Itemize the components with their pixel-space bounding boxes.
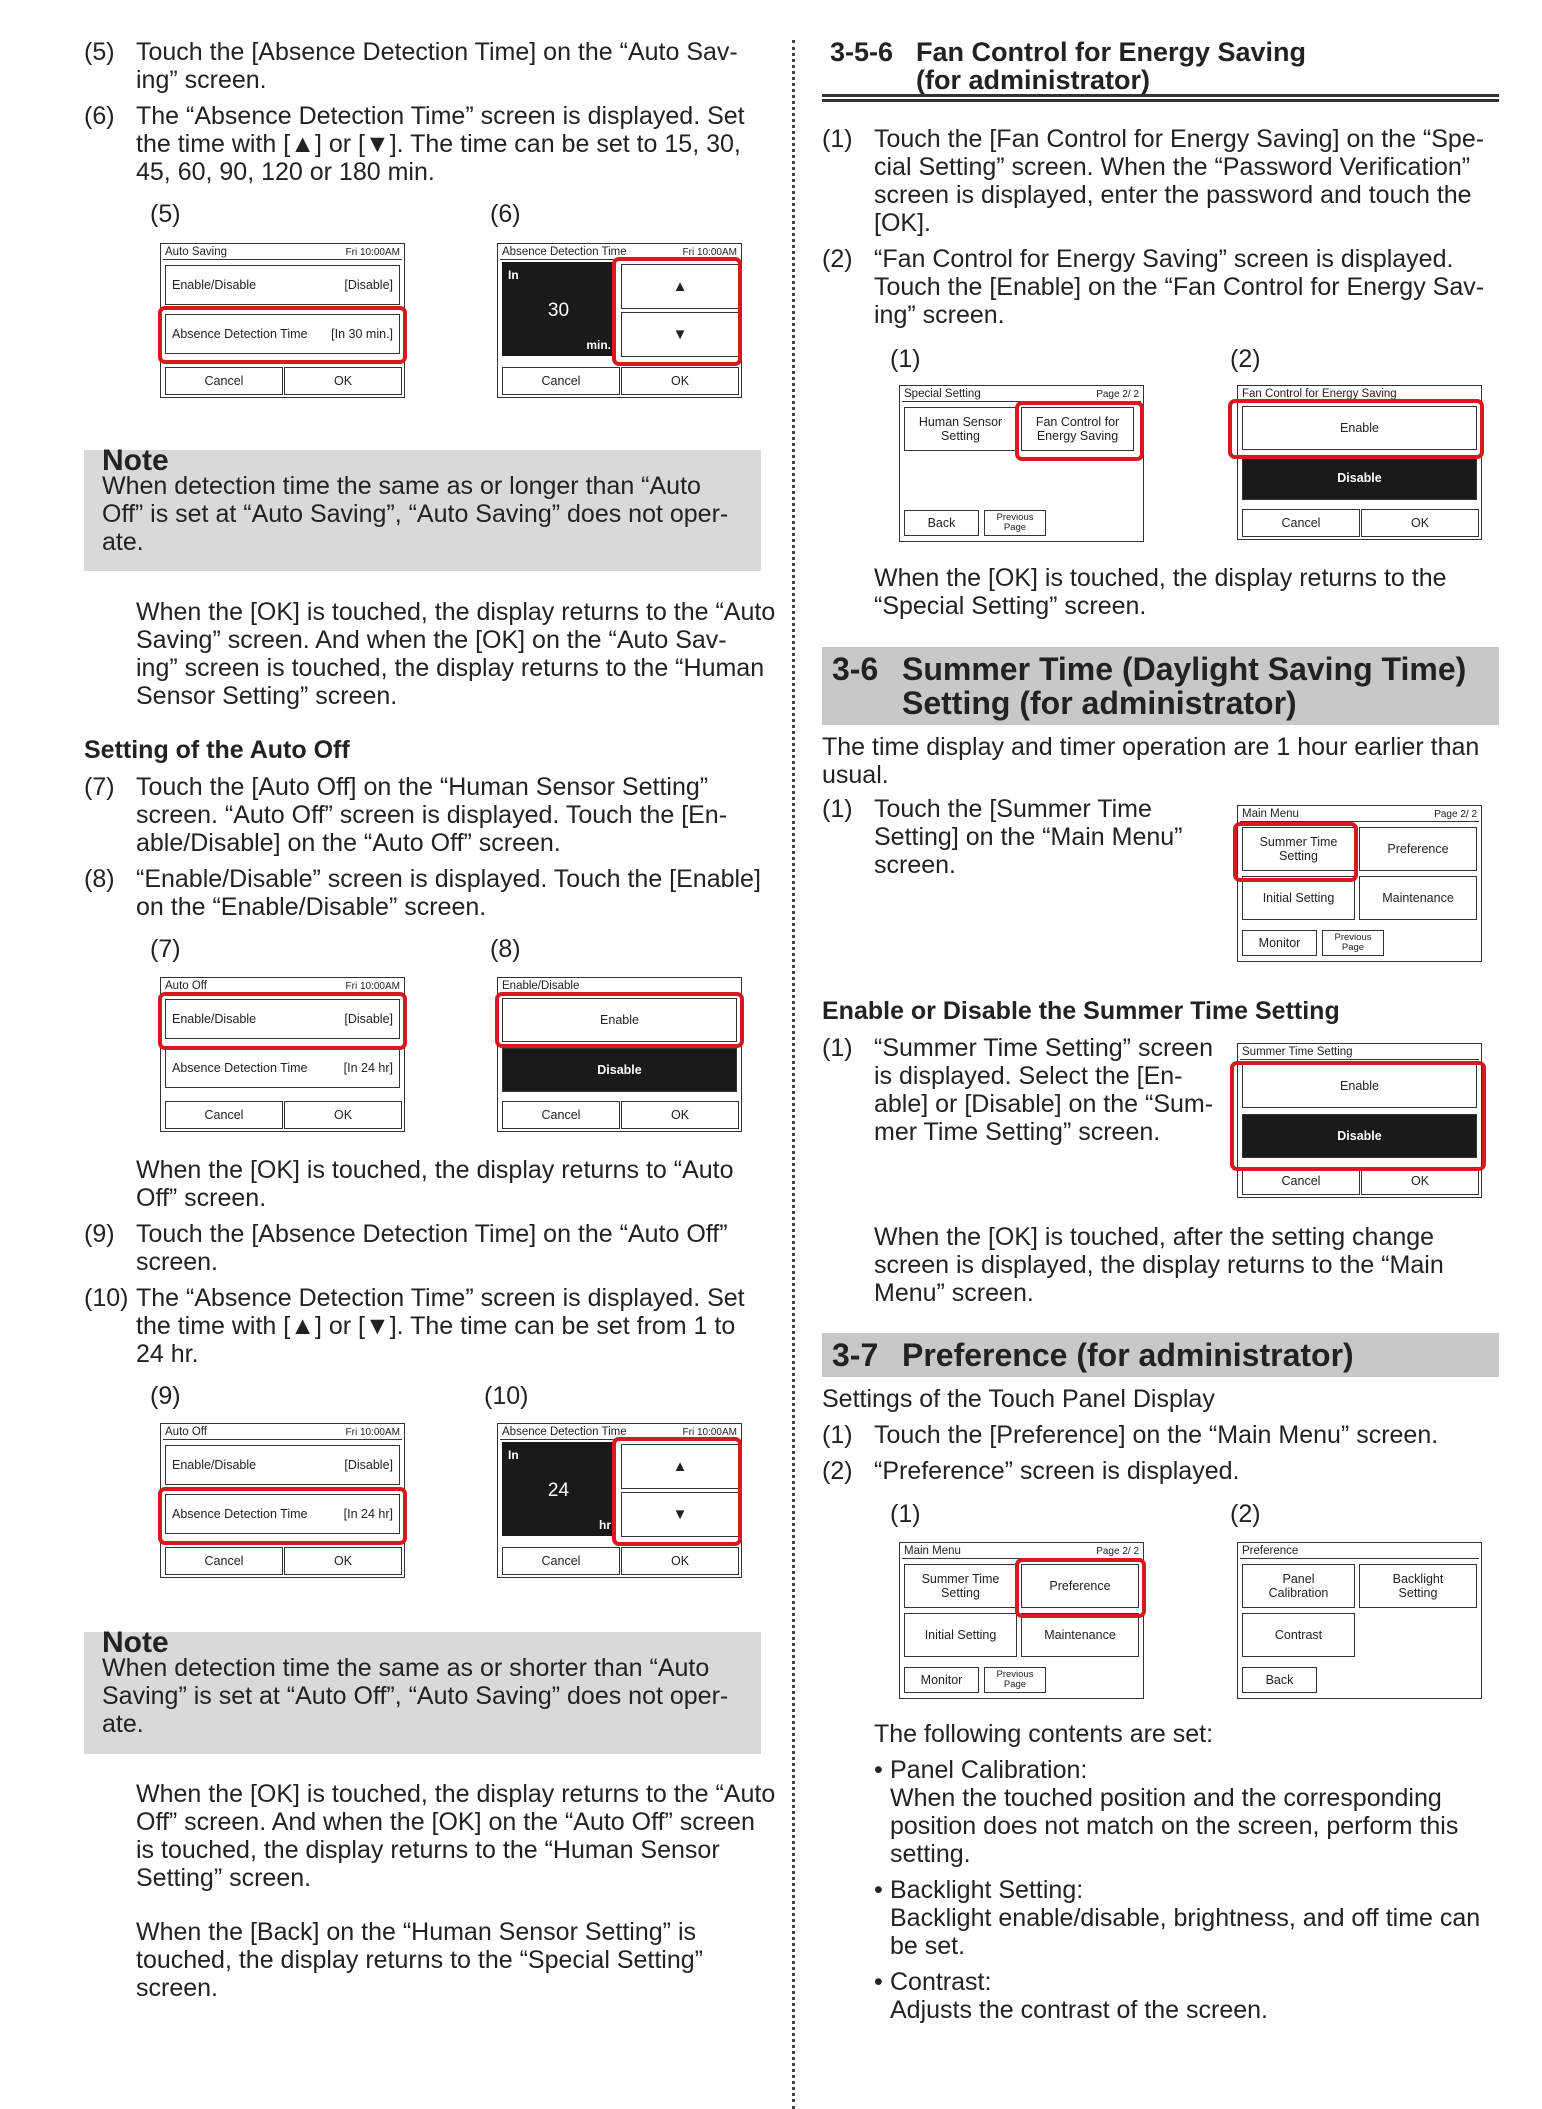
section-title: Summer Time (Daylight Saving Time) — [902, 651, 1467, 687]
screen-title: Special Setting — [904, 388, 981, 400]
note-box — [84, 1626, 761, 1754]
ok-button[interactable]: OK — [621, 367, 739, 395]
cancel-button[interactable]: Cancel — [165, 1547, 283, 1575]
figure-label: (1) — [890, 1500, 921, 1528]
time-display — [502, 262, 615, 356]
screen-time: Fri 10:00AM — [345, 981, 400, 992]
paragraph-text: usual. — [822, 761, 889, 789]
highlight-box — [495, 992, 744, 1048]
screen-time: Fri 10:00AM — [345, 247, 400, 258]
paragraph-text: When the [OK] is touched, the display returns to the “Auto — [136, 1780, 776, 1808]
paragraph-text: When the [OK] is touched, the display returns to “Auto — [136, 1156, 734, 1184]
screen-title: Main Menu — [1242, 808, 1299, 820]
absence-detection-time-row[interactable] — [165, 1048, 400, 1088]
step-text: “Enable/Disable” screen is displayed. Touch the [Enable] — [136, 865, 761, 893]
subheading: Enable or Disable the Summer Time Setting — [822, 997, 1340, 1025]
figure-label: (2) — [1230, 345, 1261, 373]
ok-button[interactable]: OK — [284, 367, 402, 395]
section-title: Fan Control for Energy Saving — [916, 37, 1307, 67]
page-indicator: Page 2/ 2 — [1096, 1546, 1139, 1557]
step-text: Touch the [Preference] on the “Main Menu” screen. — [874, 1421, 1439, 1449]
bullet: • — [874, 1756, 883, 1784]
paragraph-text: screen. — [136, 1974, 218, 2002]
figure-label: (10) — [484, 1382, 529, 1410]
step-text: screen is displayed, enter the password and touch the — [874, 181, 1472, 209]
display-unit: min. — [586, 338, 611, 352]
maintenance-button[interactable]: Maintenance — [1021, 1613, 1139, 1657]
section-title: Preference (for administrator) — [902, 1337, 1354, 1373]
step-text: Touch the [Absence Detection Time] on the “Auto Sav- — [136, 38, 738, 66]
cancel-button[interactable]: Cancel — [502, 1101, 620, 1129]
step-text: “Fan Control for Energy Saving” screen is displayed. — [874, 245, 1454, 273]
step-number: (6) — [84, 102, 115, 130]
step-text: the time with [▲] or [▼]. The time can be set to 15, 30, — [136, 130, 741, 158]
note-text: ate. — [102, 528, 144, 556]
step-text: Touch the [Absence Detection Time] on the “Auto Off” — [136, 1220, 728, 1248]
row-value: [In 24 hr] — [343, 1061, 393, 1075]
step-text: screen. — [874, 851, 956, 879]
previous-page-button[interactable]: Previous Page — [984, 1667, 1046, 1693]
enable-disable-row[interactable] — [165, 265, 400, 305]
section-number: 3-6 — [832, 651, 879, 687]
previous-page-button[interactable]: Previous Page — [984, 510, 1046, 536]
row-value: [Disable] — [344, 278, 393, 292]
paragraph-text: touched, the display returns to the “Special Setting” — [136, 1946, 703, 1974]
bullet-title: Backlight Setting: — [890, 1876, 1084, 1904]
display-unit: hr — [599, 1518, 611, 1532]
ok-button[interactable]: OK — [621, 1101, 739, 1129]
screen-title: Main Menu — [904, 1545, 961, 1557]
section-rule — [822, 94, 1499, 102]
note-text: ate. — [102, 1710, 144, 1738]
step-number: (1) — [822, 125, 853, 153]
enable-button[interactable]: Enable — [1242, 1064, 1477, 1108]
bullet-text: be set. — [890, 1932, 966, 1960]
enable-button[interactable]: Enable — [502, 998, 737, 1042]
note-text: Off” is set at “Auto Saving”, “Auto Saving” does not oper- — [102, 500, 729, 528]
enable-disable-row[interactable] — [165, 1445, 400, 1485]
step-text: the time with [▲] or [▼]. The time can be set from 1 to — [136, 1312, 736, 1340]
row-label: Absence Detection Time — [172, 1507, 308, 1521]
screen-time: Fri 10:00AM — [682, 247, 737, 258]
subheading: Setting of the Auto Off — [84, 736, 350, 764]
ok-button[interactable]: OK — [621, 1547, 739, 1575]
paragraph-text: “Special Setting” screen. — [874, 592, 1147, 620]
step-text: Touch the [Fan Control for Energy Saving] on the “Spe- — [874, 125, 1485, 153]
step-number: (8) — [84, 865, 115, 893]
screen-title: Summer Time Setting — [1242, 1046, 1353, 1058]
initial-setting-button[interactable]: Initial Setting — [904, 1613, 1017, 1657]
note-text: When detection time the same as or longer than “Auto — [102, 472, 701, 500]
bullet: • — [874, 1876, 883, 1904]
row-label: Absence Detection Time — [172, 1061, 308, 1075]
step-number: (1) — [822, 1421, 853, 1449]
previous-page-button[interactable]: Previous Page — [1322, 930, 1384, 956]
row-label: Enable/Disable — [172, 1458, 257, 1472]
paragraph-text: Saving” screen. And when the [OK] on the “Auto Sav- — [136, 626, 727, 654]
highlight-box — [158, 306, 407, 364]
panel-calibration-button[interactable]: Panel Calibration — [1242, 1564, 1355, 1608]
note-text: When detection time the same as or shorter than “Auto — [102, 1654, 710, 1682]
step-text: mer Time Setting” screen. — [874, 1118, 1161, 1146]
step-text: is displayed. Select the [En- — [874, 1062, 1183, 1090]
monitor-button[interactable]: Monitor — [904, 1667, 979, 1693]
step-text: screen. — [136, 1248, 218, 1276]
screen-title: Auto Saving — [165, 246, 228, 258]
cancel-button[interactable]: Cancel — [502, 367, 620, 395]
section-header — [822, 647, 1499, 725]
step-text: “Preference” screen is displayed. — [874, 1457, 1240, 1485]
down-arrow-button[interactable]: ▼ — [621, 312, 739, 357]
summer-time-setting-button[interactable]: Summer Time Setting — [904, 1564, 1017, 1608]
step-text: Touch the [Auto Off] on the “Human Sensor Setting” — [136, 773, 709, 801]
disable-button[interactable]: Disable — [1242, 456, 1477, 500]
row-value: [In 24 hr] — [343, 1507, 393, 1521]
bullet-text: Adjusts the contrast of the screen. — [890, 1996, 1268, 2024]
step-number: (1) — [822, 795, 853, 823]
section-title: Setting (for administrator) — [902, 685, 1297, 721]
screen-title: Preference — [1242, 1545, 1299, 1557]
preference-screen — [1237, 1542, 1482, 1699]
step-text: The “Absence Detection Time” screen is displayed. Set — [136, 1284, 745, 1312]
paragraph-text: When the [OK] is touched, the display returns to the “Auto — [136, 598, 776, 626]
enable-button[interactable]: Enable — [1242, 406, 1477, 450]
step-text: able/Disable] on the “Auto Off” screen. — [136, 829, 561, 857]
step-text: “Summer Time Setting” screen — [874, 1034, 1213, 1062]
note-title: Note — [102, 1626, 169, 1659]
bullet-title: Contrast: — [890, 1968, 992, 1996]
maintenance-button[interactable]: Maintenance — [1359, 876, 1477, 920]
display-value: 24 — [547, 1480, 570, 1501]
bullet-text: position does not match on the screen, perform this — [890, 1812, 1459, 1840]
step-text: [OK]. — [874, 209, 931, 237]
display-prefix: In — [508, 268, 519, 282]
disable-button[interactable]: Disable — [502, 1048, 737, 1092]
summer-time-setting-button[interactable]: Summer Time Setting — [1242, 827, 1355, 871]
ok-button[interactable]: OK — [1361, 509, 1479, 537]
step-text: ing” screen. — [136, 66, 267, 94]
step-number: (5) — [84, 38, 115, 66]
preference-button[interactable]: Preference — [1021, 1564, 1139, 1608]
screen-title: Enable/Disable — [502, 980, 580, 992]
step-text: The “Absence Detection Time” screen is displayed. Set — [136, 102, 745, 130]
figure-label: (1) — [890, 345, 921, 373]
section-title: (for administrator) — [916, 65, 1151, 95]
paragraph-text: When the [Back] on the “Human Sensor Setting” is — [136, 1918, 696, 1946]
screen-title: Absence Detection Time — [502, 1426, 627, 1438]
paragraph-text: is touched, the display returns to the “Human Sensor — [136, 1836, 720, 1864]
paragraph-text: screen is displayed, the display returns to the “Main — [874, 1251, 1444, 1279]
row-value: [Disable] — [344, 1012, 393, 1026]
fan-control-button[interactable]: Fan Control for Energy Saving — [1021, 407, 1134, 451]
screen-time: Fri 10:00AM — [682, 1427, 737, 1438]
figure-label: (8) — [490, 935, 521, 963]
contrast-button[interactable]: Contrast — [1242, 1613, 1355, 1657]
screen-time: Fri 10:00AM — [345, 1427, 400, 1438]
bullet-text: setting. — [890, 1840, 971, 1868]
back-button[interactable]: Back — [1242, 1667, 1317, 1693]
time-display — [502, 1442, 615, 1536]
initial-setting-button[interactable]: Initial Setting — [1242, 876, 1355, 920]
highlight-box — [1015, 1558, 1146, 1618]
step-text: ing” screen. — [874, 301, 1005, 329]
screen-title: Fan Control for Energy Saving — [1242, 388, 1397, 400]
column-separator — [792, 40, 795, 2109]
step-number: (9) — [84, 1220, 115, 1248]
row-label: Absence Detection Time — [172, 327, 308, 341]
cancel-button[interactable]: Cancel — [165, 367, 283, 395]
paragraph-text: Menu” screen. — [874, 1279, 1034, 1307]
display-prefix: In — [508, 1448, 519, 1462]
up-arrow-button[interactable]: ▲ — [621, 264, 739, 309]
paragraph-text: When the [OK] is touched, after the setting change — [874, 1223, 1435, 1251]
preference-button[interactable]: Preference — [1359, 827, 1477, 871]
highlight-box — [612, 1437, 742, 1546]
row-value: [In 30 min.] — [331, 327, 393, 341]
cancel-button[interactable]: Cancel — [1242, 1167, 1360, 1195]
step-number: (10) — [84, 1284, 129, 1312]
step-number: (2) — [822, 245, 853, 273]
bullet-title: Panel Calibration: — [890, 1756, 1088, 1784]
section-header — [822, 1333, 1499, 1377]
row-label: Enable/Disable — [172, 1012, 257, 1026]
screen-title: Absence Detection Time — [502, 246, 627, 258]
down-arrow-button[interactable]: ▼ — [621, 1492, 739, 1537]
highlight-box — [1228, 399, 1484, 459]
step-number: (1) — [822, 1034, 853, 1062]
step-text: Setting] on the “Main Menu” — [874, 823, 1183, 851]
figure-label: (6) — [490, 200, 521, 228]
figure-label: (7) — [150, 935, 181, 963]
bullet-text: When the touched position and the corresponding — [890, 1784, 1442, 1812]
screen-title: Auto Off — [165, 1426, 207, 1438]
note-title: Note — [102, 444, 169, 477]
paragraph-text: The following contents are set: — [874, 1720, 1214, 1748]
figure-label: (5) — [150, 200, 181, 228]
human-sensor-setting-button[interactable]: Human Sensor Setting — [904, 407, 1017, 451]
row-value: [Disable] — [344, 1458, 393, 1472]
paragraph-text: The time display and timer operation are 1 hour earlier than — [822, 733, 1480, 761]
cancel-button[interactable]: Cancel — [165, 1101, 283, 1129]
highlight-box — [1015, 401, 1144, 461]
figure-label: (9) — [150, 1382, 181, 1410]
step-text: Touch the [Summer Time — [874, 795, 1152, 823]
note-box — [84, 444, 761, 571]
paragraph-text: Setting” screen. — [136, 1864, 312, 1892]
step-number: (7) — [84, 773, 115, 801]
paragraph-text: Off” screen. — [136, 1184, 267, 1212]
page-indicator: Page 2/ 2 — [1096, 389, 1139, 400]
paragraph-text: Off” screen. And when the [OK] on the “Auto Off” screen — [136, 1808, 755, 1836]
step-number: (2) — [822, 1457, 853, 1485]
monitor-button[interactable]: Monitor — [1242, 930, 1317, 956]
step-text: on the “Enable/Disable” screen. — [136, 893, 487, 921]
step-text: able] or [Disable] on the “Sum- — [874, 1090, 1214, 1118]
highlight-box — [612, 257, 742, 366]
bullet-text: Backlight enable/disable, brightness, and off time can — [890, 1904, 1481, 1932]
backlight-setting-button[interactable]: Backlight Setting — [1359, 1564, 1477, 1608]
step-text: 24 hr. — [136, 1340, 199, 1368]
cancel-button[interactable]: Cancel — [1242, 509, 1360, 537]
highlight-box — [1230, 1061, 1486, 1171]
paragraph-text: Settings of the Touch Panel Display — [822, 1385, 1215, 1413]
page-indicator: Page 2/ 2 — [1434, 809, 1477, 820]
section-number: 3-7 — [832, 1337, 879, 1373]
ok-button[interactable]: OK — [1361, 1167, 1479, 1195]
bullet: • — [874, 1968, 883, 1996]
note-text: Saving” is set at “Auto Off”, “Auto Saving” does not oper- — [102, 1682, 729, 1710]
highlight-box — [158, 1487, 407, 1545]
screen-title: Auto Off — [165, 980, 207, 992]
figure-label: (2) — [1230, 1500, 1261, 1528]
ok-button[interactable]: OK — [284, 1547, 402, 1575]
back-button[interactable]: Back — [904, 510, 979, 536]
section-number: 3-5-6 — [830, 37, 894, 67]
disable-button[interactable]: Disable — [1242, 1114, 1477, 1158]
display-value: 30 — [547, 300, 570, 321]
step-text: 45, 60, 90, 120 or 180 min. — [136, 158, 435, 186]
step-text: Touch the [Enable] on the “Fan Control for Energy Sav- — [874, 273, 1485, 301]
paragraph-text: When the [OK] is touched, the display returns to the — [874, 564, 1447, 592]
paragraph-text: ing” screen is touched, the display returns to the “Human — [136, 654, 765, 682]
ok-button[interactable]: OK — [284, 1101, 402, 1129]
cancel-button[interactable]: Cancel — [502, 1547, 620, 1575]
highlight-box — [1233, 822, 1358, 882]
up-arrow-button[interactable]: ▲ — [621, 1444, 739, 1489]
row-label: Enable/Disable — [172, 278, 257, 292]
step-text: screen. “Auto Off” screen is displayed. Touch the [En- — [136, 801, 728, 829]
step-text: cial Setting” screen. When the “Password Verification” — [874, 153, 1471, 181]
paragraph-text: Sensor Setting” screen. — [136, 682, 398, 710]
highlight-box — [158, 992, 407, 1050]
